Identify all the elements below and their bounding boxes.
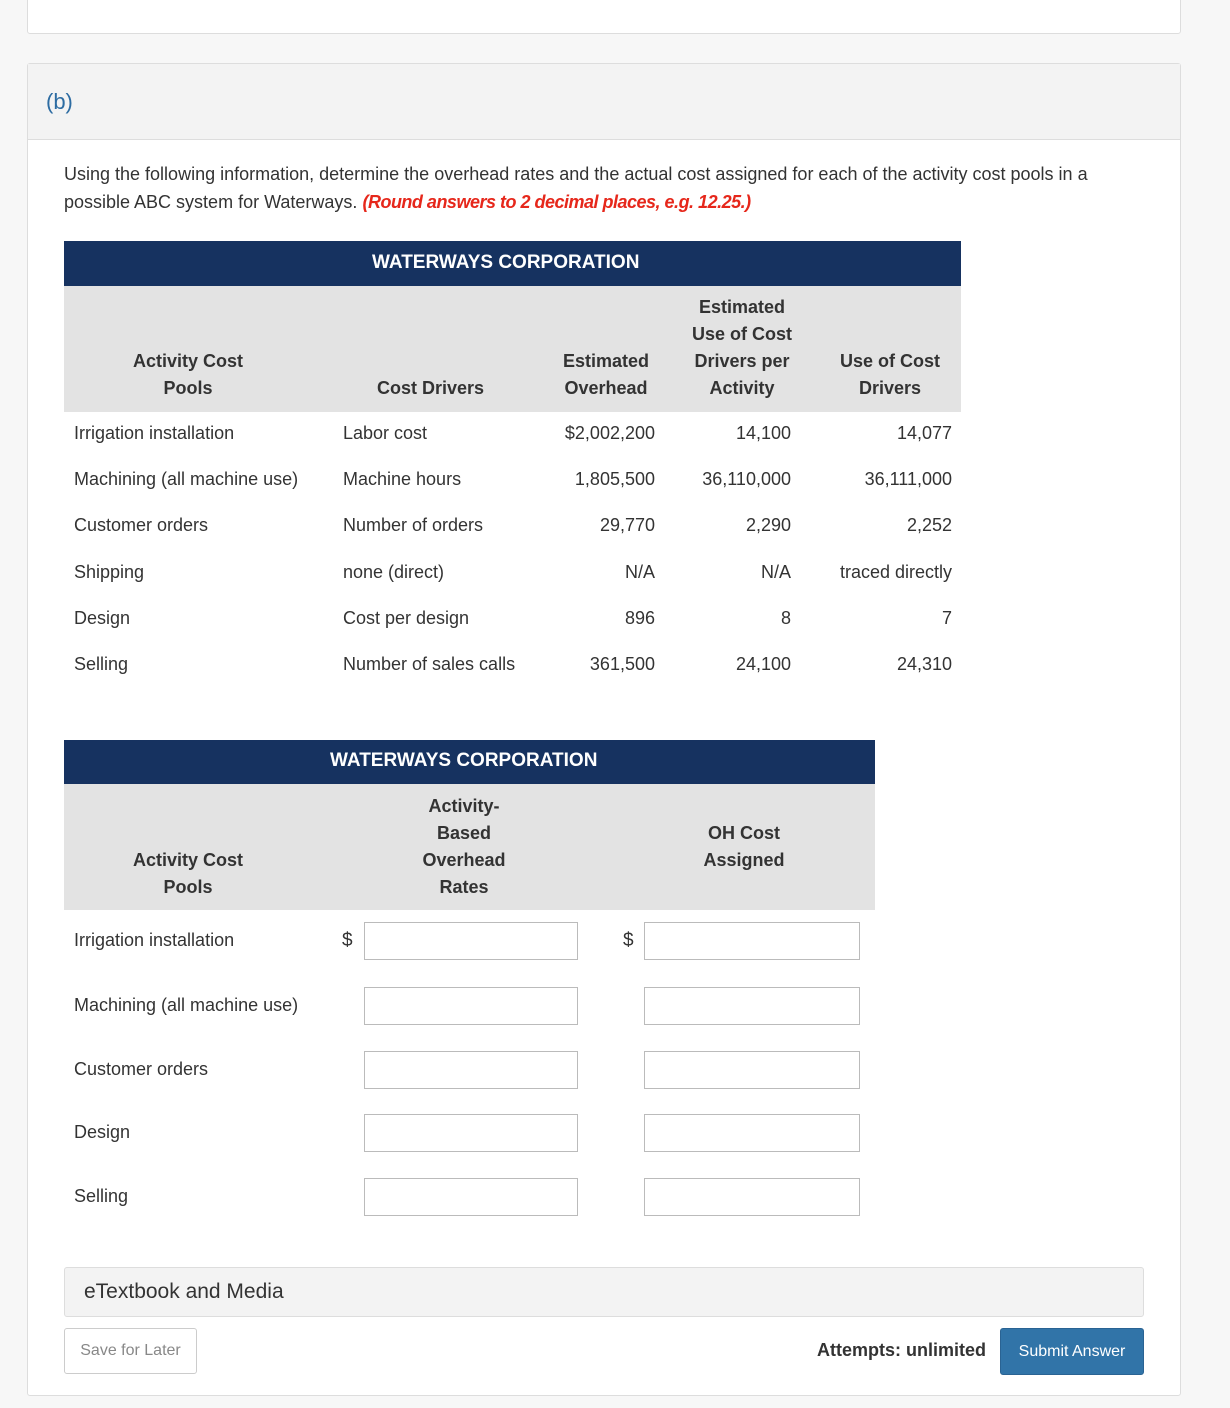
header-use-of-cost-drivers: Use of Cost Drivers [839,351,940,398]
oh-cost-assigned-input[interactable] [644,922,860,960]
use-of-drivers-cell: 36,111,000 [864,469,952,490]
oh-cost-assigned-input[interactable] [644,1114,860,1152]
cost-driver-cell: Machine hours [343,469,462,490]
cost-driver-cell: Labor cost [343,423,428,443]
estimated-use-cell: 2,290 [745,515,791,536]
currency-symbol: $ [342,930,353,951]
header-activity-cost-pools: Activity Cost Pools [132,351,244,398]
etextbook-media-panel[interactable] [64,1267,1144,1317]
header-oh-cost-assigned: OH Cost Assigned [703,823,785,870]
estimated-use-cell: N/A [760,561,791,582]
activity-pool-label: Customer orders [74,1059,209,1079]
oh-cost-assigned-input[interactable] [644,1178,860,1216]
estimated-overhead-cell: 361,500 [589,654,655,674]
estimated-overhead-cell: 29,770 [599,515,655,536]
estimated-use-cell: 8 [780,607,791,628]
attempts-label: Attempts: unlimited [817,1340,986,1360]
header-estimated-use: Estimated Use of Cost Drivers per Activity [691,297,792,398]
use-of-drivers-cell: 14,077 [896,423,952,443]
submit-answer-button[interactable]: Submit Answer [1000,1328,1144,1375]
estimated-overhead-cell: 896 [624,607,655,628]
estimated-use-cell: 24,100 [735,654,791,674]
table2-title-bar [64,740,875,784]
overhead-rate-input[interactable] [364,987,578,1025]
estimated-use-cell: 14,100 [735,423,791,443]
estimated-overhead-cell: $2,002,200 [564,423,655,443]
header-cost-drivers: Cost Drivers [376,378,485,398]
use-of-drivers-cell: traced directly [839,561,952,582]
header-activity-cost-pools: Activity Cost Pools [132,850,244,897]
estimated-overhead-cell: N/A [624,561,655,582]
activity-pool-cell: Irrigation installation [74,423,235,443]
table1-title-bar [64,241,961,286]
table2-title: WATERWAYS CORPORATION [330,750,598,771]
activity-pool-cell: Machining (all machine use) [74,469,299,490]
use-of-drivers-cell: 2,252 [906,515,952,536]
estimated-use-cell: 36,110,000 [702,469,791,490]
part-label: (b) [46,89,73,114]
estimated-overhead-cell: 1,805,500 [574,469,655,490]
header-estimated-overhead: Estimated Overhead [562,351,650,398]
use-of-drivers-cell: 7 [941,607,952,628]
activity-pool-cell: Customer orders [74,515,209,536]
instructions-note: (Round answers to 2 decimal places, e.g. 12.25.) [362,192,751,212]
table1-title: WATERWAYS CORPORATION [372,252,640,273]
activity-pool-label: Selling [74,1186,129,1206]
use-of-drivers-cell: 24,310 [896,654,952,674]
activity-pool-label: Machining (all machine use) [74,995,299,1015]
overhead-rate-input[interactable] [364,922,578,960]
activity-pool-cell: Shipping [74,561,145,582]
currency-symbol: $ [623,930,634,951]
cost-driver-cell: Number of orders [343,515,484,536]
previous-card [27,0,1181,34]
part-header [28,64,1180,140]
cost-driver-cell: none (direct) [343,561,445,582]
activity-pool-label: Design [74,1122,131,1142]
activity-pool-cell: Design [74,607,131,628]
overhead-rate-input[interactable] [364,1114,578,1152]
cost-driver-cell: Number of sales calls [343,654,516,674]
save-for-later-button[interactable]: Save for Later [64,1328,197,1374]
cost-driver-cell: Cost per design [343,607,470,628]
overhead-rate-input[interactable] [364,1051,578,1089]
overhead-rate-input[interactable] [364,1178,578,1216]
activity-pool-label: Irrigation installation [74,930,235,950]
table2-header [64,784,875,910]
instructions-text: Using the following information, determine the overhead rates and the actual cost assigned for each of the activity cost pools in a possible ABC system for Waterways. [64,164,1088,212]
oh-cost-assigned-input[interactable] [644,987,860,1025]
oh-cost-assigned-input[interactable] [644,1051,860,1089]
table1-header [64,286,961,412]
activity-pool-cell: Selling [74,654,129,674]
instructions [64,160,1154,216]
etextbook-label: eTextbook and Media [84,1280,284,1303]
header-abc-rates: Activity-Based Overhead Rates [422,796,506,897]
